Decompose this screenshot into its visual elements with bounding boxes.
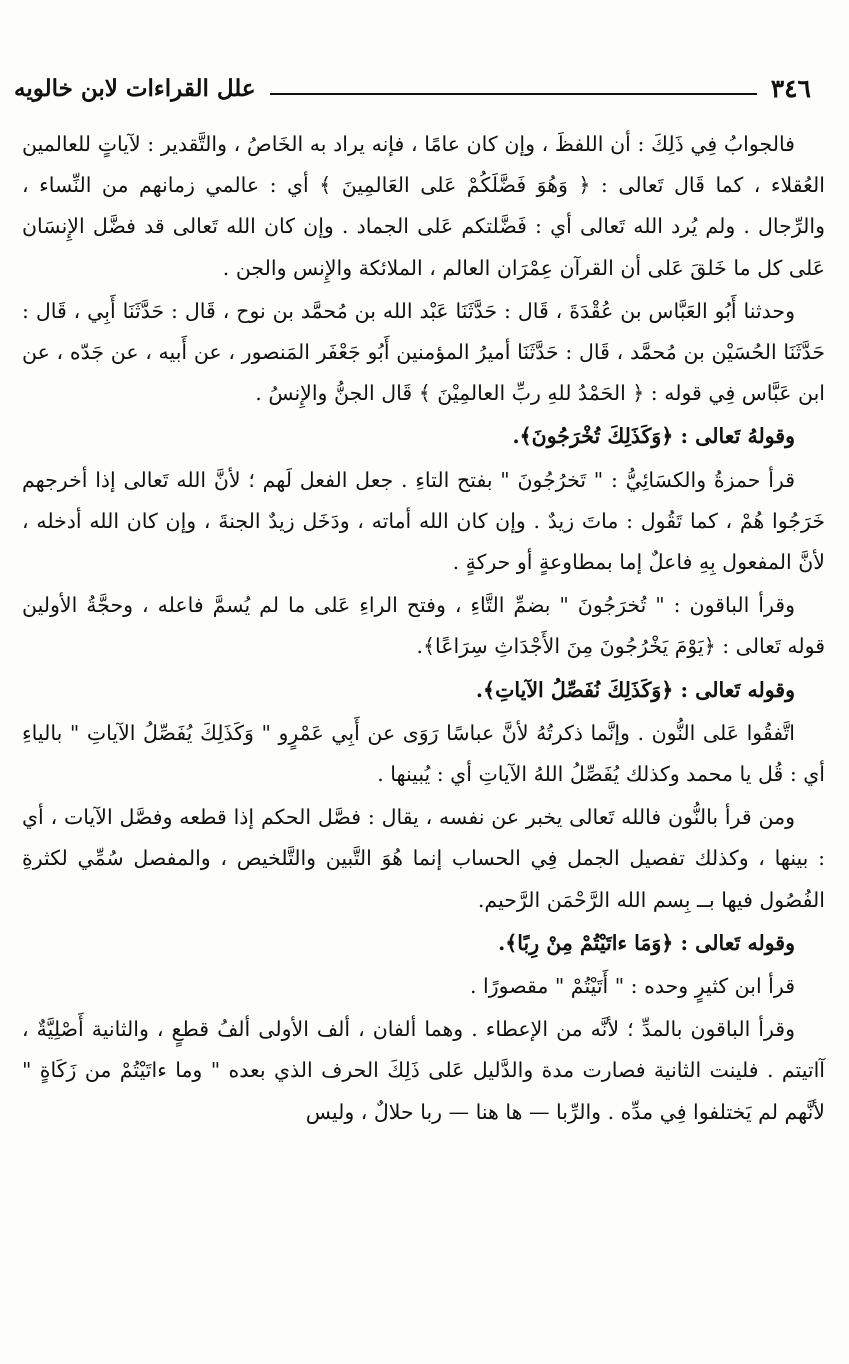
header-rule <box>270 93 757 95</box>
paragraph-ibn-kathir: قرأ ابن كثيرٍ وحده : " أَتَيْتُمْ " مقصورًا . <box>470 974 795 999</box>
page-number: ٣٤٦ <box>770 73 811 103</box>
paragraph-hamza-reading: قرأ حمزةُ والكسَائِيُّ : " تَخرُجُونَ " بفتح التاءِ . جعل الفعل لَهم ؛ لأنَّ الله تَعالى إذا أخرجهم خَرَجُوا هُمْ ، كما تَقُول : ماتَ زيدٌ . وإن كان الله أماته ، ودَخَل زيدٌ الجنةَ ، وإن كان الله أدخله ، لأنَّ المفعول بِهِ فاعلٌ إما بمطاوعةٍ أو حركةٍ . <box>22 467 825 575</box>
paragraph-answer: فالجوابُ فِي ذَلِكَ : أن اللفظَ ، وإن كان عامًا ، فإنه يراد به الخَاصُ ، والتَّقدير : لآياتٍ للعالمين العُقلاء ، كما قَال تَعالى : ﴿ وَهُوَ فَضَّلَكُمْ عَلى العَالمِينَ ﴾ أي : عالمي زمانهم من النِّساء ، والرِّجال . ولم يُرد الله تَعالى أي : فَضَّلتكم عَلى الجماد . وإن كان الله تَعالى قد فضَّل الإِنسَان عَلى كل ما خَلقَ عَلى أن القرآن عِمْرَان العالم ، الملائكة والإِنس والجن . <box>22 132 825 280</box>
page-body <box>22 124 825 1133</box>
page-header <box>14 68 811 108</box>
paragraph-verse-nufassil: وقوله تَعالى : ﴿وَكَذَلِكَ نُفَصِّلُ الآياتِ﴾. <box>475 677 795 702</box>
paragraph-others-reading: وقرأ الباقون : " تُخرَجُونَ " بضمِّ التَّاءِ ، وفتح الراءِ عَلى ما لم يُسمَّ فاعله ، وحجَّةُ الأولين قوله تَعالى : ﴿يَوْمَ يَخْرُجُونَ مِنَ الأَجْدَاثِ سِرَاعًا﴾. <box>22 593 825 659</box>
paragraph-agreement: اتَّفقُوا عَلى النُّون . وإنَّما ذكرتُهُ لأنَّ عباسًا رَوَى عن أَبِي عَمْرٍو " وَكَذَلِكَ يُفَصِّلُ الآياتِ " بالياءِ أي : قُل يا محمد وكذلك يُفَصِّلُ اللهُ الآياتِ أي : يُبينها . <box>22 720 825 787</box>
paragraph-nun-reading: ومن قرأ بالنُّون فالله تَعالى يخبر عن نفسه ، يقال : فصَّل الحكم إذا قطعه وفصَّل الآيات ، أي : بينها ، وكذلك تفصيل الجمل فِي الحساب إنما هُوَ التَّبين والتَّلخيص ، والمفصل سُمِّي لكثرةِ الفُصُول فيها بــ بِسم الله الرَّحْمَن الرَّحيم. <box>22 805 825 912</box>
paragraph-madd-reading: وقرأ الباقون بالمدِّ ؛ لأنَّه من الإعطاء . وهما ألفان ، ألف الأولى ألفُ قطعٍ ، والثانية أَصْلِيَّةٌ ، آاتيتم . فلينت الثانية فصارت مدة والدَّليل عَلى ذَلِكَ الحرف الذي بعده " وما ءاتَيْتُمْ من زَكَاةٍ " لأنَّهم لم يَختلفوا فِي مدِّه . والرِّبا — ها هنا — ربا حلالٌ ، وليس <box>22 1017 825 1124</box>
paragraph-verse-atitum: وقوله تَعالى : ﴿وَمَا ءاتَيْتُمْ مِنْ رِبًا﴾. <box>498 930 795 955</box>
running-title: علل القراءات لابن خالويه <box>14 74 256 102</box>
paragraph-hadith: وحدثنا أَبُو العَبَّاس بن عُقْدَةَ ، قَال : حَدَّثَنَا عَبْد الله بن مُحمَّد بن نوح ، قَال : حَدَّثَنَا أَبِي ، قَال : حَدَّثَنَا الحُسَيْن بن مُحمَّد ، قَال : حَدَّثَنَا أميرُ المؤمنين أَبُو جَعْفَر المَنصور ، عن أَبيه ، عن جَدّه ، عن ابن عَبَّاس فِي قوله : ﴿ الحَمْدُ للهِ ربِّ العالمِيْنَ ﴾ قَال الجنُّ والإِنسُ . <box>22 298 825 406</box>
paragraph-verse-tukhrajun: وقولهُ تَعالى : ﴿وَكَذَلِكَ تُخْرَجُونَ﴾. <box>512 424 795 449</box>
